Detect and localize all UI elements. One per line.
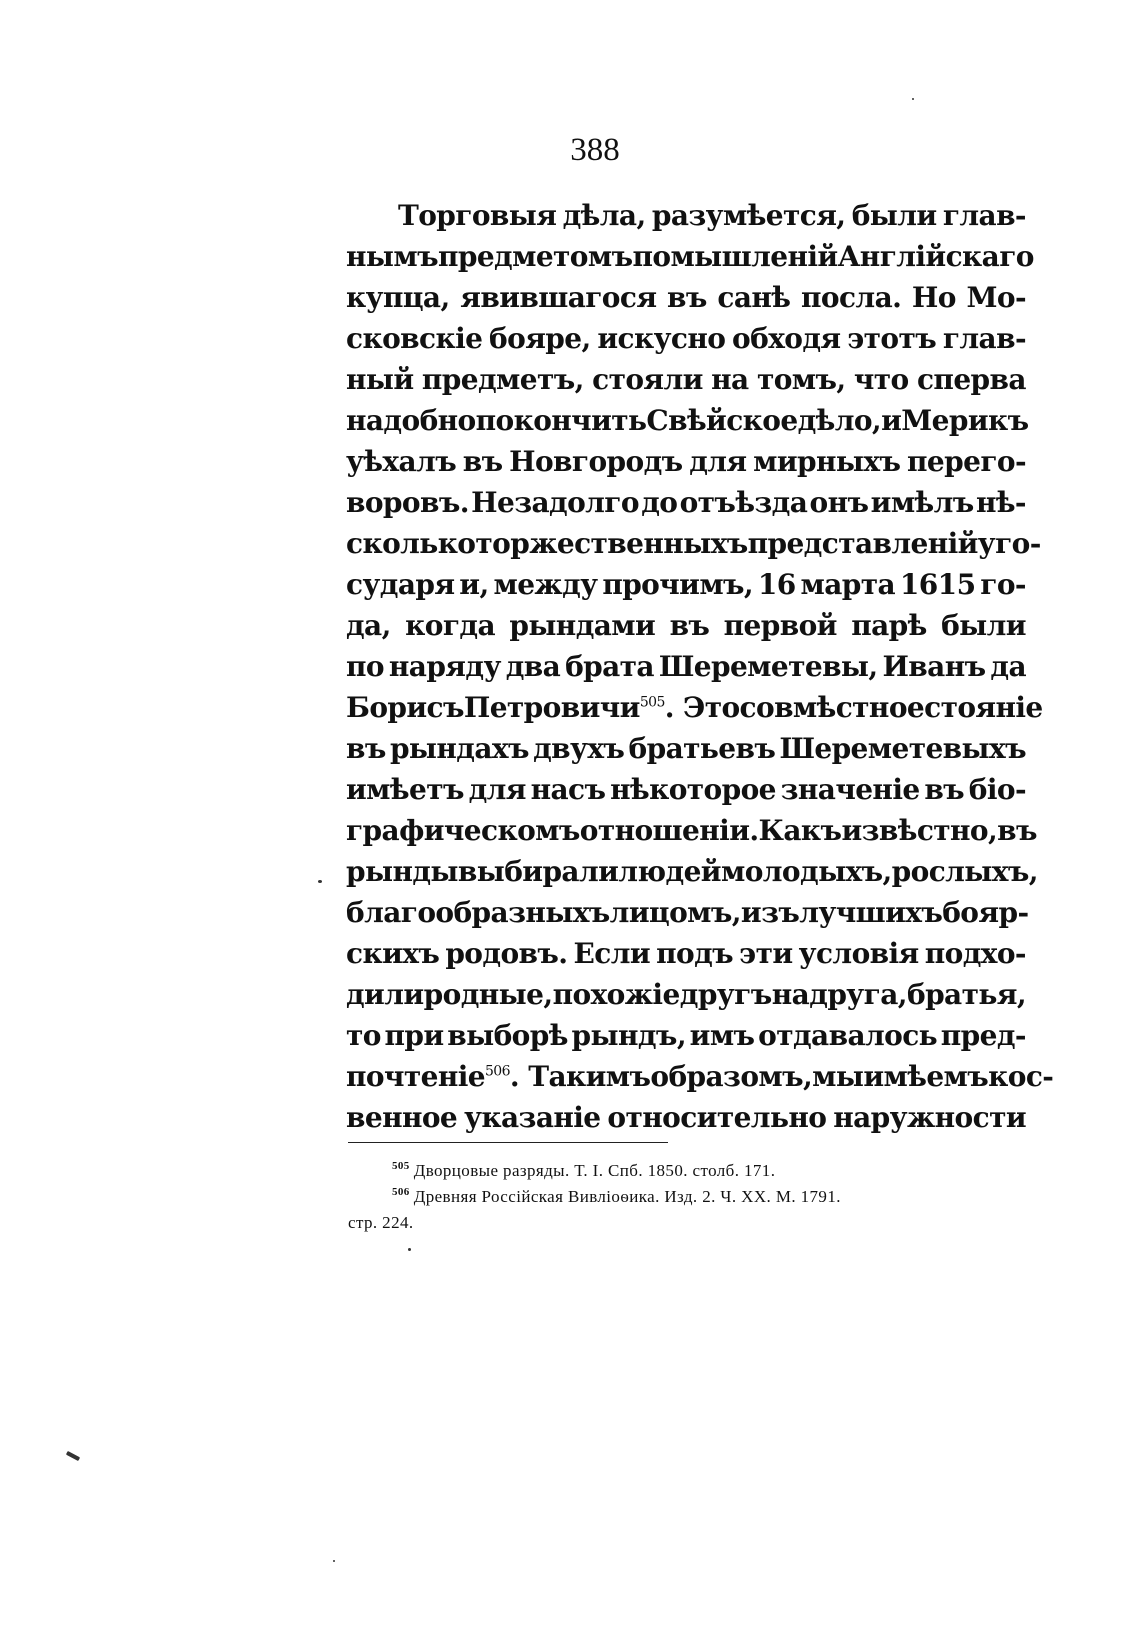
word: рындъ, bbox=[571, 1019, 686, 1052]
word: Новгородъ bbox=[509, 445, 683, 478]
word: рынды bbox=[346, 855, 458, 888]
word: въ bbox=[462, 445, 503, 478]
word: и, bbox=[459, 568, 489, 601]
word: по bbox=[346, 650, 384, 683]
word: біо- bbox=[968, 773, 1026, 806]
page-number: 388 bbox=[570, 132, 620, 168]
word: брата bbox=[565, 650, 654, 683]
text-line bbox=[346, 482, 1026, 523]
word: Шереметевы, bbox=[658, 650, 878, 683]
word: условія bbox=[798, 937, 919, 970]
word: томъ, bbox=[756, 363, 846, 396]
text-line bbox=[346, 605, 1026, 646]
text-line bbox=[346, 1015, 1026, 1056]
word: стояніе bbox=[924, 691, 1043, 724]
word: были bbox=[851, 199, 937, 232]
word: воровъ. bbox=[346, 486, 469, 519]
word: да, bbox=[346, 609, 391, 642]
word: совмѣстное bbox=[739, 691, 925, 724]
word: имѣлъ bbox=[870, 486, 974, 519]
word: сколько bbox=[346, 527, 476, 560]
word: эти bbox=[739, 937, 793, 970]
word: ный bbox=[346, 363, 414, 396]
word: мы bbox=[812, 1060, 864, 1093]
word: бояр- bbox=[942, 896, 1029, 929]
footnote-text: Древняя Россійская Вивліоѳика. Изд. 2. Ч. XX. М. 1791. bbox=[413, 1187, 841, 1206]
footnote bbox=[348, 1184, 1028, 1210]
footnote-reference[interactable]: 505 bbox=[639, 694, 665, 711]
text-line bbox=[346, 728, 1026, 769]
word-with-reference bbox=[346, 1056, 650, 1097]
word: отношеніи. bbox=[579, 814, 759, 847]
word: у bbox=[977, 527, 996, 560]
word: явившагося bbox=[460, 281, 657, 314]
word: глав- bbox=[942, 322, 1026, 355]
word: го- bbox=[980, 568, 1026, 601]
word: отдавалось bbox=[758, 1019, 938, 1052]
word: въ bbox=[667, 281, 707, 314]
word: людей bbox=[618, 855, 721, 888]
word: Незадолго bbox=[471, 486, 639, 519]
text-line bbox=[346, 1097, 1026, 1138]
word: для bbox=[689, 445, 747, 478]
word: нѣ- bbox=[975, 486, 1026, 519]
word: помышленій bbox=[632, 240, 838, 273]
word: Какъ bbox=[758, 814, 842, 847]
word: имѣемъ bbox=[863, 1060, 989, 1093]
scan-speck bbox=[912, 98, 914, 100]
word: изъ bbox=[740, 896, 800, 929]
word: Шереметевыхъ bbox=[779, 732, 1026, 765]
word: сперва bbox=[916, 363, 1026, 396]
word: перего- bbox=[907, 445, 1026, 478]
word: что bbox=[853, 363, 909, 396]
word: обходя bbox=[732, 322, 841, 355]
word: посла. bbox=[801, 281, 902, 314]
word: рындами bbox=[509, 609, 656, 642]
word: мирныхъ bbox=[753, 445, 901, 478]
footnote-text: Дворцовые разряды. Т. I. Спб. 1850. столб. 171. bbox=[413, 1161, 776, 1180]
word: между bbox=[493, 568, 598, 601]
word: Борисъ bbox=[346, 691, 464, 724]
word: дили bbox=[346, 978, 424, 1011]
word: для bbox=[468, 773, 526, 806]
word: парѣ bbox=[851, 609, 927, 642]
text-line bbox=[346, 441, 1026, 482]
word: представленій bbox=[747, 527, 978, 560]
word: родные, bbox=[423, 978, 553, 1011]
word: въ bbox=[346, 732, 386, 765]
word: разумѣется, bbox=[651, 199, 846, 232]
word: указаніе bbox=[464, 1101, 601, 1134]
word: стояли bbox=[592, 363, 703, 396]
footnote-continuation: стр. 224. bbox=[348, 1213, 414, 1232]
word: глав- bbox=[942, 199, 1026, 232]
word: Мо- bbox=[966, 281, 1026, 314]
text-line bbox=[346, 1056, 1054, 1097]
word: молодыхъ, bbox=[720, 855, 892, 888]
word: надобно bbox=[346, 404, 476, 437]
scan-speck bbox=[333, 1560, 335, 1562]
text-line bbox=[346, 400, 1029, 441]
word: Но bbox=[911, 281, 956, 314]
word: на bbox=[771, 978, 810, 1011]
word: Свѣйское bbox=[646, 404, 798, 437]
word: да bbox=[990, 650, 1026, 683]
word: лицомъ, bbox=[609, 896, 741, 929]
word: рындахъ bbox=[389, 732, 529, 765]
word: 16 bbox=[757, 568, 796, 601]
text-line bbox=[346, 523, 1041, 564]
text-line bbox=[346, 687, 1043, 728]
text-line bbox=[346, 810, 1037, 851]
word: имѣетъ bbox=[346, 773, 464, 806]
text-line bbox=[346, 277, 1026, 318]
word: двухъ bbox=[533, 732, 625, 765]
word: искусно bbox=[597, 322, 726, 355]
footnote-number: 505 bbox=[392, 1160, 410, 1173]
word: на bbox=[711, 363, 749, 396]
word: скихъ bbox=[346, 937, 440, 970]
text-line bbox=[346, 974, 1026, 1015]
word: нѣкоторое bbox=[610, 773, 776, 806]
word: почтеніе bbox=[346, 1060, 485, 1093]
word: когда bbox=[405, 609, 495, 642]
word: друга, bbox=[809, 978, 907, 1011]
word: дѣло, bbox=[797, 404, 882, 437]
word: рослыхъ, bbox=[891, 855, 1038, 888]
word: го- bbox=[995, 527, 1041, 560]
word: въ bbox=[997, 814, 1037, 847]
main-text bbox=[346, 195, 1054, 1138]
word: относительно bbox=[607, 1101, 827, 1134]
footnote-separator bbox=[348, 1142, 668, 1143]
word: этотъ bbox=[847, 322, 937, 355]
word: Петровичи bbox=[463, 691, 640, 724]
word: Торговыя bbox=[398, 199, 557, 232]
word: первой bbox=[723, 609, 837, 642]
word: покончить bbox=[475, 404, 647, 437]
word: подхо- bbox=[924, 937, 1026, 970]
word: бояре, bbox=[489, 322, 591, 355]
word: братья, bbox=[907, 978, 1026, 1011]
word: образомъ, bbox=[650, 1060, 813, 1093]
word: отъѣзда bbox=[679, 486, 808, 519]
word: Мерикъ bbox=[901, 404, 1029, 437]
text-line bbox=[346, 769, 1026, 810]
word: . Такимъ bbox=[509, 1060, 651, 1093]
word: санѣ bbox=[717, 281, 791, 314]
word: то bbox=[346, 1019, 381, 1052]
word: подъ bbox=[656, 937, 734, 970]
word-with-reference bbox=[464, 687, 740, 728]
word: другъ bbox=[679, 978, 772, 1011]
text-line bbox=[346, 236, 1034, 277]
word: кос- bbox=[988, 1060, 1054, 1093]
word: значеніе bbox=[780, 773, 920, 806]
word: имъ bbox=[689, 1019, 755, 1052]
text-line bbox=[346, 195, 1026, 236]
word: нымъ bbox=[346, 240, 438, 273]
word: онъ bbox=[809, 486, 869, 519]
word: до bbox=[641, 486, 678, 519]
word: венное bbox=[346, 1101, 458, 1134]
word: Иванъ bbox=[882, 650, 986, 683]
word: . Это bbox=[664, 691, 740, 724]
word: Англійскаго bbox=[837, 240, 1034, 273]
text-line bbox=[346, 892, 1029, 933]
scan-speck bbox=[66, 1451, 80, 1461]
word: похожіе bbox=[552, 978, 680, 1011]
footnote bbox=[348, 1158, 1028, 1184]
word: сковскіе bbox=[346, 322, 483, 355]
word: выбирали bbox=[457, 855, 619, 888]
word: насъ bbox=[530, 773, 606, 806]
word: дѣла, bbox=[562, 199, 646, 232]
word: лучшихъ bbox=[799, 896, 943, 929]
footnotes bbox=[348, 1158, 1028, 1236]
word: сударя bbox=[346, 568, 455, 601]
word: въ bbox=[924, 773, 965, 806]
footnote-reference[interactable]: 506 bbox=[484, 1063, 510, 1080]
word: купца, bbox=[346, 281, 450, 314]
word: предметъ, bbox=[421, 363, 584, 396]
word: торжественныхъ bbox=[475, 527, 748, 560]
word: были bbox=[941, 609, 1026, 642]
word: Если bbox=[573, 937, 651, 970]
word: графическомъ bbox=[346, 814, 580, 847]
text-line bbox=[346, 318, 1026, 359]
text-line bbox=[346, 851, 1038, 892]
word: братьевъ bbox=[628, 732, 776, 765]
footnote-number: 506 bbox=[392, 1186, 410, 1199]
word: родовъ. bbox=[445, 937, 568, 970]
scan-speck bbox=[408, 1248, 411, 1251]
word: извѣстно, bbox=[841, 814, 998, 847]
word: пред- bbox=[940, 1019, 1026, 1052]
word: и bbox=[881, 404, 902, 437]
word: прочимъ, bbox=[602, 568, 754, 601]
text-line bbox=[346, 933, 1026, 974]
word: въ bbox=[669, 609, 710, 642]
word: наружности bbox=[833, 1101, 1026, 1134]
word: уѣхалъ bbox=[346, 445, 457, 478]
scan-speck bbox=[318, 880, 322, 883]
word: марта bbox=[800, 568, 896, 601]
text-line bbox=[346, 359, 1026, 400]
word: два bbox=[505, 650, 561, 683]
word: наряду bbox=[388, 650, 501, 683]
word: 1615 bbox=[899, 568, 976, 601]
word: выборѣ bbox=[447, 1019, 568, 1052]
text-line bbox=[346, 564, 1026, 605]
word: при bbox=[384, 1019, 444, 1052]
word: предметомъ bbox=[437, 240, 633, 273]
text-line bbox=[346, 646, 1026, 687]
word: благообразныхъ bbox=[346, 896, 610, 929]
